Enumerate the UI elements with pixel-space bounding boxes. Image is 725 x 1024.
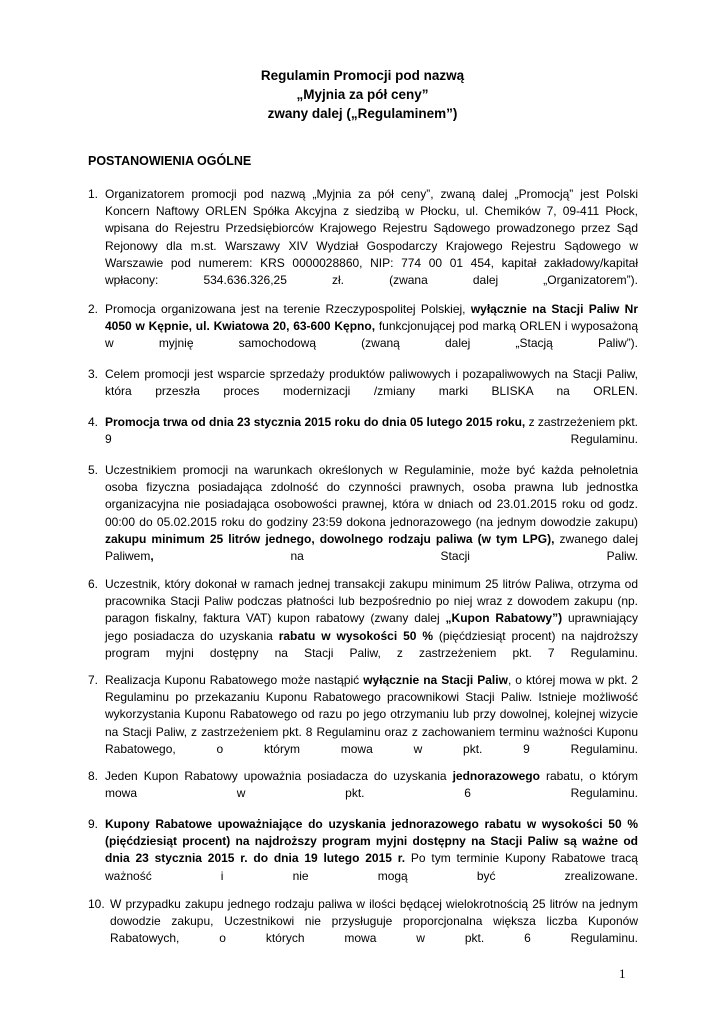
item-number: 5. [88,463,99,477]
section-heading: POSTANOWIENIA OGÓLNE [88,154,252,168]
list-item-9 [88,816,638,902]
item-number: 1. [88,187,99,201]
item-number: 10. [88,897,105,911]
list-item-4 [88,414,638,466]
item-number: 3. [88,367,99,381]
list-item-6 [88,576,638,679]
item-text: W przypadku zakupu jednego rodzaju paliwa w ilości będącej wielokrotnością 25 litrów na jednym dowodzie zakupu, Uczestnikowi nie przysługuje proporcjonalna większa liczba Kuponów Rabatowych, o których mowa w pkt. 6 Regulaminu. [110,897,638,946]
title-line-2: „Myjnia za pół ceny” [296,87,429,102]
item-text: Promocja organizowana jest na terenie Rzeczypospolitej Polskiej, wyłącznie na Stacji Paliw Nr 4050 w Kępnie, ul. Kwiatowa 20, 63-600 Kępno, funkcjonującej pod marką ORLEN i wyposażoną w myjnię samochodową (zwaną dalej „Stacją Paliw”). [105,302,638,351]
item-text: Realizacja Kuponu Rabatowego może nastąpić wyłącznie na Stacji Paliw, o której mowa w pkt. 2 Regulaminu po przekazaniu Kuponu Rabatowego pracownikowi Stacji Paliw. Istnieje możliwość wykorzystania Kuponu Rabatowego od razu po jego otrzymaniu lub przy dowolnej, kolejnej wizycie na Stacji Paliw, z zastrzeżeniem pkt. 8 Regulaminu oraz z zachowaniem terminu ważności Kuponu Rabatowego, o którym mowa w pkt. 9 Regulaminu. [105,673,639,756]
list-item-1 [88,186,638,306]
item-text: Organizatorem promocji pod nazwą „Myjnia za pół ceny”, zwaną dalej „Promocją” jest Polski Koncern Naftowy ORLEN Spółka Akcyjna z siedzibą w Płocku, ul. Chemików 7, 09-411 Płock, wpisana do Rejestru Przedsiębiorców Krajowego Rejestru Sądowego prowadzonego przez Sąd Rejonowy dla m.st. Warszawy XIV Wydział Gospodarczy Krajowego Rejestru Sądowego w Warszawie pod numerem: KRS 0000028860, NIP: 774 00 01 454, kapitał zakładowy/kapitał wpłacony: 534.636.326,25 zł. (zwana dalej „Organizatorem”). [105,187,638,288]
list-item-7 [88,672,638,775]
item-text: Kupony Rabatowe upoważniające do uzyskania jednorazowego rabatu w wysokości 50 % (pięćdziesiąt procent) na najdroższy program myjni dostępny na Stacji Paliw są ważne od dnia 23 stycznia 2015 r. do dnia 19 lutego 2015 r. Po tym terminie Kupony Rabatowe tracą ważność i nie mogą być zrealizowane. [105,817,638,883]
list-item-5 [88,462,638,582]
title-line-1: Regulamin Promocji pod nazwą [260,68,465,83]
item-number: 9. [88,817,99,831]
page-number: 1 [619,966,626,981]
item-number: 8. [88,769,99,783]
item-text: Jeden Kupon Rabatowy upoważnia posiadacza do uzyskania jednorazowego rabatu, o którym mowa w pkt. 6 Regulaminu. [105,769,638,801]
item-number: 6. [88,577,99,591]
item-text: Uczestnikiem promocji na warunkach określonych w Regulaminie, może być każda pełnoletnia osoba fizyczna posiadająca zdolność do czynności prawnych, osoba prawna lub jednostka organizacyjna nie posiadająca osobowości prawnej, która w dniach od 23.01.2015 roku od godz. 00:00 do 05.02.2015 roku do godziny 23:59 dokona jednorazowego (na jednym dowodzie zakupu) zakupu minimum 25 litrów jednego, dowolnego rodzaju paliwa (w tym LPG), zwanego dalej Paliwem, na Stacji Paliw. [105,463,638,564]
item-number: 2. [88,302,99,316]
item-text: Celem promocji jest wsparcie sprzedaży produktów paliwowych i pozapaliwowych na Stacji Paliw, która przeszła proces modernizacji /zmiany marki BLISKA na ORLEN. [105,367,638,399]
item-number: 7. [88,673,99,687]
list-item-8 [88,768,638,820]
item-number: 4. [88,415,99,429]
document-title [0,66,725,123]
list-item-2 [88,301,638,370]
list-item-10 [88,896,638,965]
item-text: Uczestnik, który dokonał w ramach jednej transakcji zakupu minimum 25 litrów Paliwa, otrzyma od pracownika Stacji Paliw podczas płatności lub bezpośrednio po niej wraz z dowodem zakupu (np. paragon fiskalny, faktura VAT) kupon rabatowy (zwany dalej „Kupon Rabatowy”) uprawniający jego posiadacza do uzyskania rabatu w wysokości 50 % (pięćdziesiąt procent) na najdroższy program myjni dostępny na Stacji Paliw, z zastrzeżeniem pkt. 7 Regulaminu. [105,577,638,660]
list-item-3 [88,366,638,418]
item-text: Promocja trwa od dnia 23 stycznia 2015 roku do dnia 05 lutego 2015 roku, z zastrzeżeniem pkt. 9 Regulaminu. [105,415,638,447]
title-line-3: zwany dalej („Regulaminem”) [267,106,458,121]
